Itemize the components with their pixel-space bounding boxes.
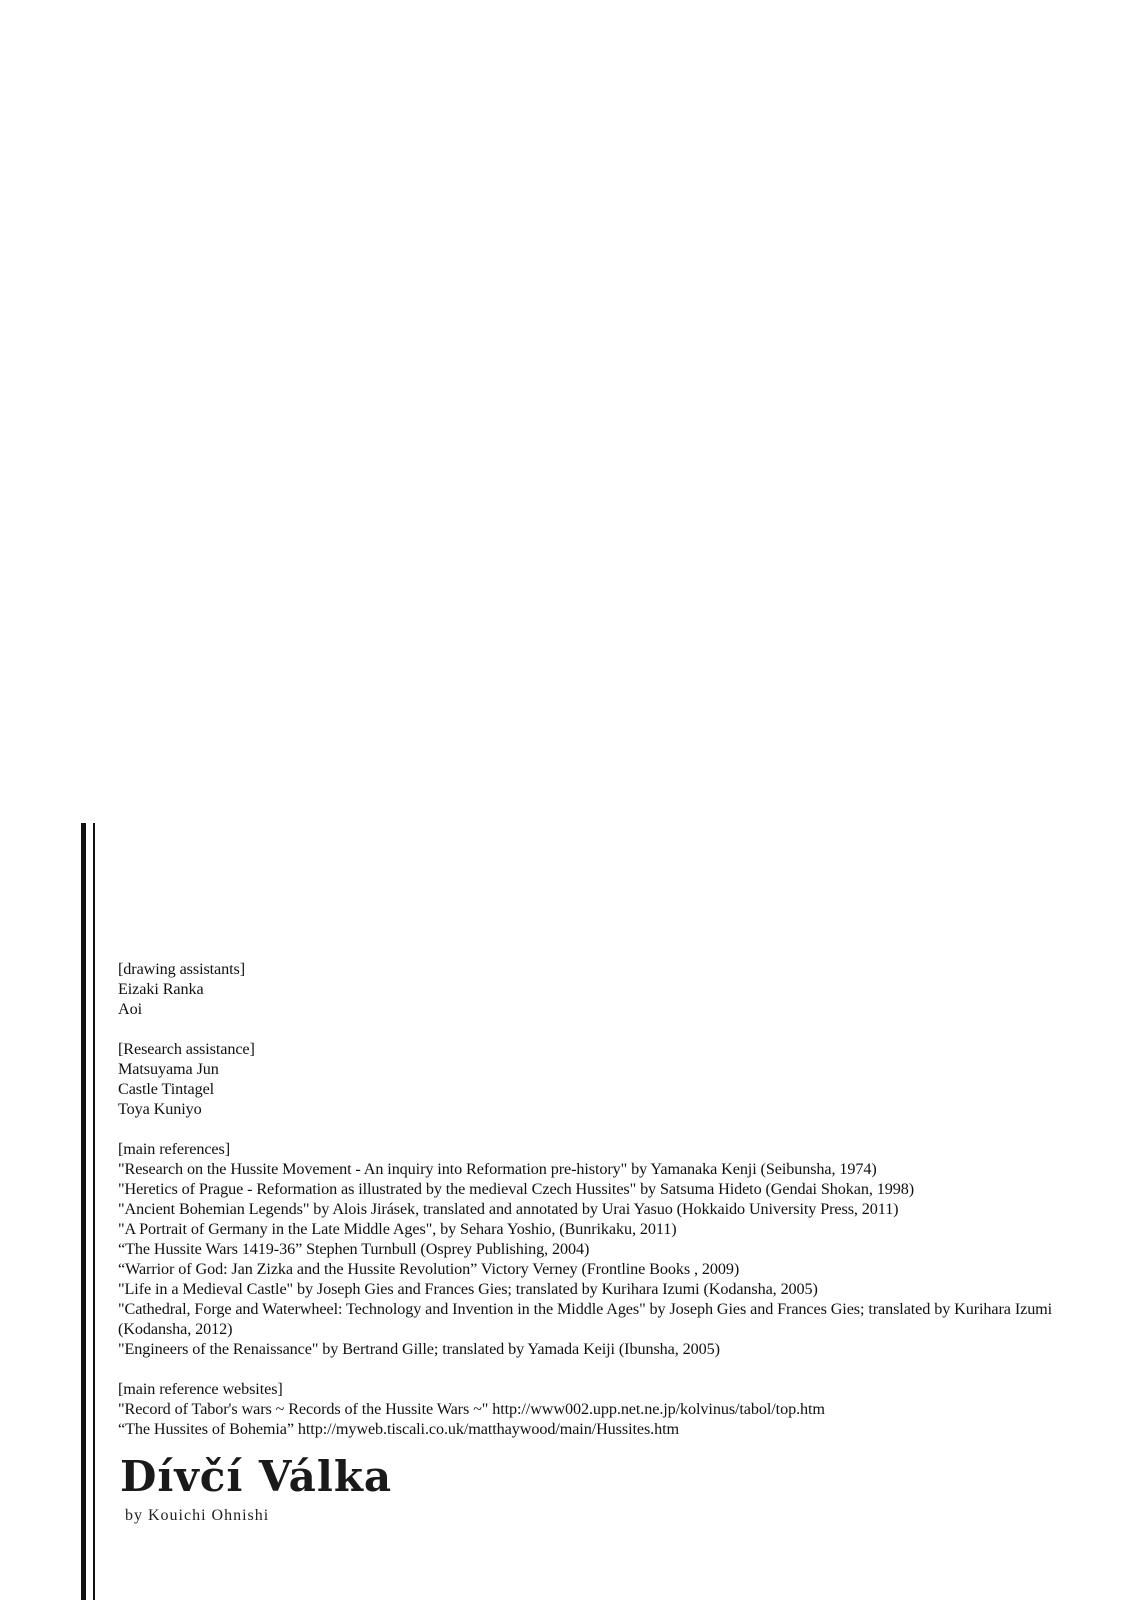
reference-item: "Engineers of the Renaissance" by Bertrand Gille; translated by Yamada Keiji (Ibunsha, 2005) xyxy=(118,1340,720,1358)
research-assistance-section xyxy=(118,1039,1078,1119)
reference-item: “Warrior of God: Jan Zizka and the Hussite Revolution” Victory Verney (Frontline Books , 2009) xyxy=(118,1260,740,1278)
reference-item: "Cathedral, Forge and Waterwheel: Technology and Invention in the Middle Ages" by Joseph Gies and Frances Gies; translated by Kurihara Izumi (Kodansha, 2012) xyxy=(118,1300,1053,1338)
credit-name: Aoi xyxy=(118,1000,142,1018)
left-border-thin-rule xyxy=(93,823,95,1600)
reference-item: "A Portrait of Germany in the Late Middle Ages", by Sehara Yoshio, (Bunrikaku, 2011) xyxy=(118,1220,677,1238)
credits-block xyxy=(118,959,1078,1459)
author-byline: by Kouichi Ohnishi xyxy=(125,1507,270,1524)
main-references-section xyxy=(118,1139,1078,1359)
series-title-logo: Dívčí Válka xyxy=(120,1452,393,1501)
reference-item: "Research on the Hussite Movement - An inquiry into Reformation pre-history" by Yamanaka Kenji (Seibunsha, 1974) xyxy=(118,1160,877,1178)
section-heading: [drawing assistants] xyxy=(118,960,246,978)
main-reference-websites-section xyxy=(118,1379,1078,1439)
drawing-assistants-section xyxy=(118,959,1078,1019)
reference-item: "Life in a Medieval Castle" by Joseph Gies and Frances Gies; translated by Kurihara Izumi (Kodansha, 2005) xyxy=(118,1280,818,1298)
website-item: "Record of Tabor's wars ~ Records of the Hussite Wars ~" http://www002.upp.net.ne.jp/kolvinus/tabol/top.htm xyxy=(118,1400,825,1418)
credit-name: Matsuyama Jun xyxy=(118,1060,219,1078)
credit-name: Toya Kuniyo xyxy=(118,1100,202,1118)
reference-item: "Heretics of Prague - Reformation as illustrated by the medieval Czech Hussites" by Satsuma Hideto (Gendai Shokan, 1998) xyxy=(118,1180,915,1198)
website-item: “The Hussites of Bohemia” http://myweb.tiscali.co.uk/matthaywood/main/Hussites.htm xyxy=(118,1420,679,1438)
section-heading: [main references] xyxy=(118,1140,230,1158)
reference-item: “The Hussite Wars 1419-36” Stephen Turnbull (Osprey Publishing, 2004) xyxy=(118,1240,590,1258)
credit-name: Castle Tintagel xyxy=(118,1080,215,1098)
section-heading: [Research assistance] xyxy=(118,1040,255,1058)
credit-name: Eizaki Ranka xyxy=(118,980,204,998)
reference-item: "Ancient Bohemian Legends" by Alois Jirásek, translated and annotated by Urai Yasuo (Hokkaido University Press, 2011) xyxy=(118,1200,899,1218)
section-heading: [main reference websites] xyxy=(118,1380,283,1398)
left-border-thick-rule xyxy=(81,823,86,1600)
